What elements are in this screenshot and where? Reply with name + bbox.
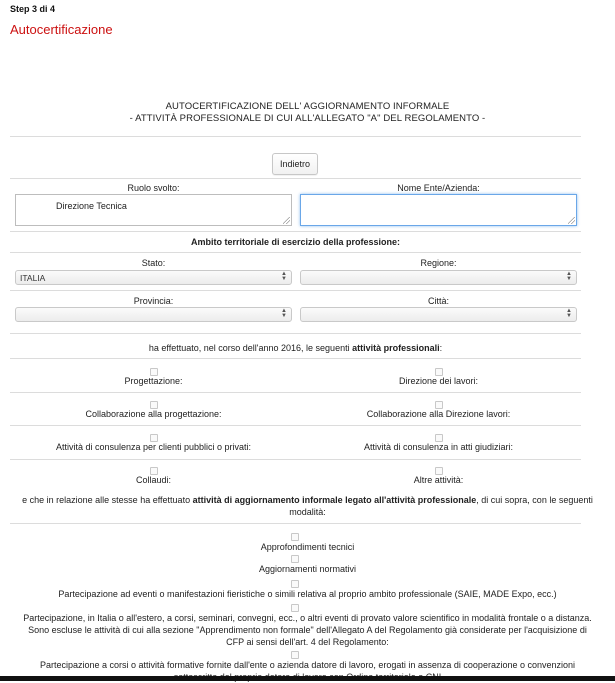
direzione-lavori-checkbox[interactable] bbox=[435, 368, 443, 376]
select-arrows-icon: ▲ ▼ bbox=[281, 271, 287, 282]
divider bbox=[10, 425, 581, 426]
eventi-fieristici-checkbox[interactable] bbox=[291, 580, 299, 588]
altre-attivita-label: Altre attività: bbox=[413, 475, 464, 485]
stato-selected-value: ITALIA bbox=[20, 273, 46, 283]
divider bbox=[10, 178, 581, 179]
divider bbox=[10, 333, 581, 334]
activities-intro: ha effettuato, nel corso dell'anno 2016, le seguenti attività professionali: bbox=[148, 343, 443, 353]
ente-textarea[interactable] bbox=[300, 194, 577, 226]
page-title: Autocertificazione bbox=[10, 22, 113, 37]
select-arrows-icon: ▲ ▼ bbox=[281, 308, 287, 319]
divider bbox=[10, 459, 581, 460]
approfondimenti-label: Approfondimenti tecnici bbox=[260, 542, 355, 552]
corsi-datore-checkbox[interactable] bbox=[291, 651, 299, 659]
ruolo-value: Direzione Tecnica bbox=[56, 201, 127, 211]
back-button[interactable]: Indietro bbox=[272, 153, 318, 175]
divider bbox=[10, 392, 581, 393]
divider bbox=[10, 252, 581, 253]
ruolo-textarea[interactable] bbox=[15, 194, 292, 226]
divider bbox=[10, 290, 581, 291]
consulenza-giudiziari-checkbox[interactable] bbox=[435, 434, 443, 442]
consulenza-giudiziari-label: Attività di consulenza in atti giudiziari: bbox=[363, 442, 514, 452]
form-header-line1: AUTOCERTIFICAZIONE DELL' AGGIORNAMENTO INFORMALE bbox=[165, 101, 450, 112]
divider bbox=[10, 358, 581, 359]
step-indicator: Step 3 di 4 bbox=[10, 4, 56, 14]
stato-label: Stato: bbox=[141, 258, 166, 268]
progettazione-checkbox[interactable] bbox=[150, 368, 158, 376]
divider bbox=[10, 231, 581, 232]
direzione-lavori-label: Direzione dei lavori: bbox=[398, 376, 479, 386]
aggiornamenti-label: Aggiornamenti normativi bbox=[258, 564, 357, 574]
consulenza-clienti-label: Attività di consulenza per clienti pubblici o privati: bbox=[55, 442, 252, 452]
select-arrows-icon: ▲ ▼ bbox=[566, 271, 572, 282]
resize-handle-icon[interactable] bbox=[568, 217, 575, 224]
divider bbox=[10, 523, 581, 524]
approfondimenti-checkbox[interactable] bbox=[291, 533, 299, 541]
altre-attivita-checkbox[interactable] bbox=[435, 467, 443, 475]
eventi-fieristici-label: Partecipazione ad eventi o manifestazioni fieristiche o simili relativa al proprio ambito professionale (SAIE, MADE Expo, ecc.) bbox=[58, 589, 557, 599]
collaudi-label: Collaudi: bbox=[135, 475, 172, 485]
select-arrows-icon: ▲ ▼ bbox=[566, 308, 572, 319]
modalita-intro: e che in relazione alle stesse ha effettuato attività di aggiornamento informale legato all'attività professionale, di cui sopra, con le seguenti modalità: bbox=[22, 495, 593, 517]
regione-select[interactable] bbox=[300, 270, 577, 285]
corsi-seminari-label: Partecipazione, in Italia o all'estero, a corsi, seminari, convegni, ecc., o altri eventi di provato valore scientifico in modalità frontale o a distanza. Sono escluse le attività di cui alla sezione "Apprendimento non formale" dell'Allegato A del Regolamento già considerate per l'acquisizione di CFP ai sensi dell'art. 4 del Regolamento: bbox=[23, 613, 592, 647]
provincia-label: Provincia: bbox=[133, 296, 174, 306]
resize-handle-icon[interactable] bbox=[283, 217, 290, 224]
stato-select[interactable] bbox=[15, 270, 292, 285]
consulenza-clienti-checkbox[interactable] bbox=[150, 434, 158, 442]
form-header-line2: - ATTIVITÀ PROFESSIONALE DI CUI ALL'ALLEGATO "A" DEL REGOLAMENTO - bbox=[129, 113, 486, 124]
collab-progettazione-checkbox[interactable] bbox=[150, 401, 158, 409]
collab-progettazione-label: Collaborazione alla progettazione: bbox=[85, 409, 222, 419]
collab-direzione-label: Collaborazione alla Direzione lavori: bbox=[366, 409, 511, 419]
divider bbox=[10, 136, 581, 137]
corsi-datore-label: Partecipazione a corsi o attività formative fornite dall'ente o azienda datore di lavoro, erogati in assenza di cooperazione o convenzioni bbox=[39, 660, 576, 670]
ambito-heading: Ambito territoriale di esercizio della professione: bbox=[190, 237, 401, 247]
ruolo-label: Ruolo svolto: bbox=[127, 183, 180, 193]
collaudi-checkbox[interactable] bbox=[150, 467, 158, 475]
citta-select[interactable] bbox=[300, 307, 577, 322]
progettazione-label: Progettazione: bbox=[124, 376, 183, 386]
regione-label: Regione: bbox=[420, 258, 457, 268]
corsi-seminari-checkbox[interactable] bbox=[291, 604, 299, 612]
provincia-select[interactable] bbox=[15, 307, 292, 322]
ente-label: Nome Ente/Azienda: bbox=[397, 183, 480, 193]
collab-direzione-checkbox[interactable] bbox=[435, 401, 443, 409]
aggiornamenti-checkbox[interactable] bbox=[291, 555, 299, 563]
citta-label: Città: bbox=[427, 296, 449, 306]
window-bottom-edge bbox=[0, 676, 615, 681]
